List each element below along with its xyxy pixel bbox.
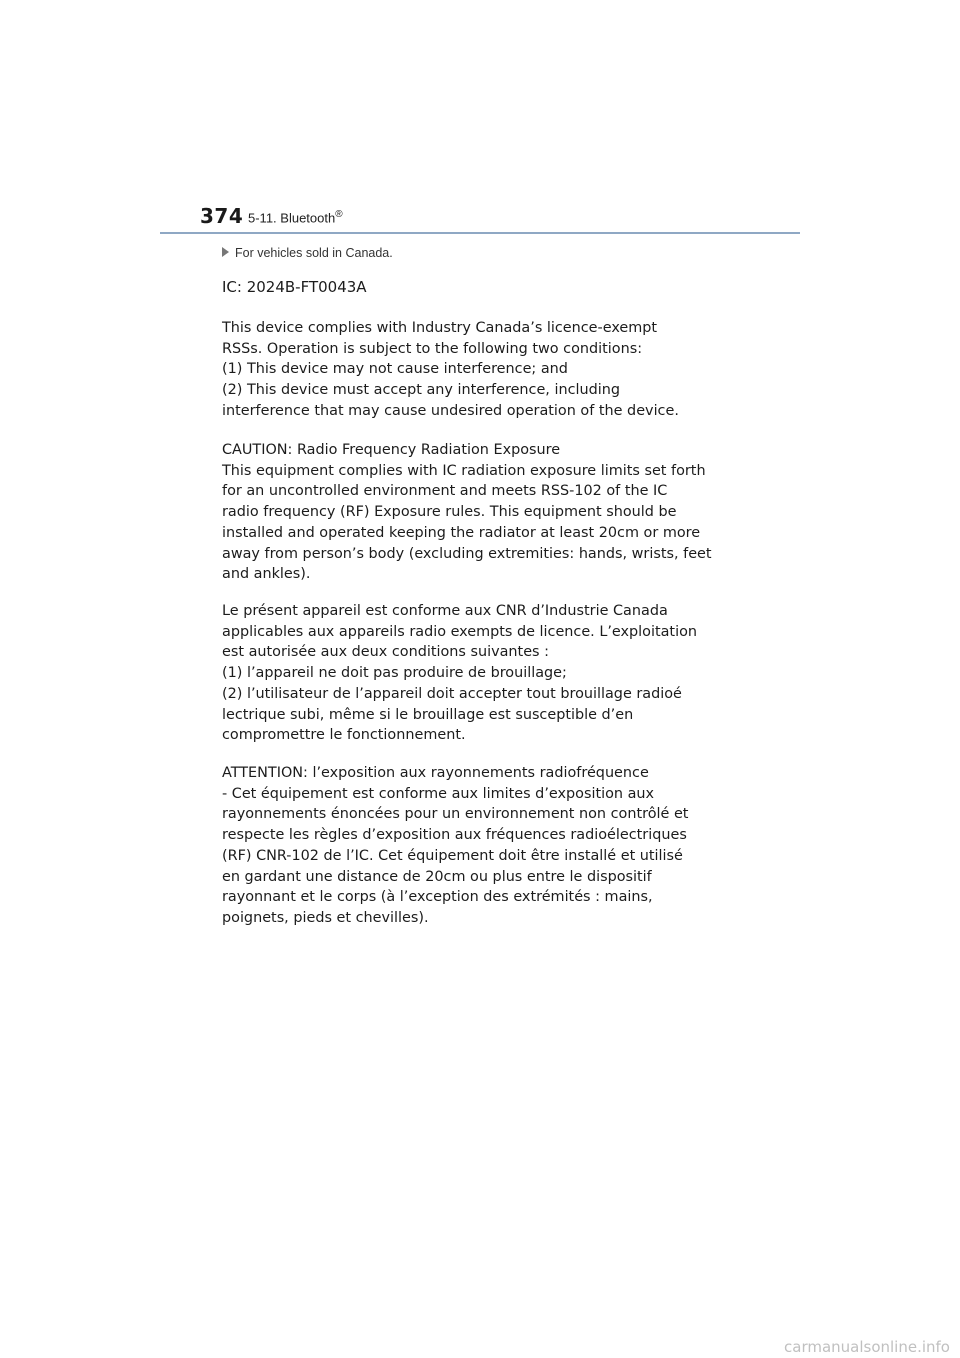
- text-line: (2) This device must accept any interference, including: [222, 382, 620, 399]
- text-line: - Cet équipement est conforme aux limites d’exposition aux: [222, 785, 655, 802]
- text-line: applicables aux appareils radio exempts de licence. L’exploitation: [222, 623, 698, 640]
- text-line: This equipment complies with IC radiation exposure limits set forth: [222, 462, 706, 479]
- paragraph-caution-en: [222, 440, 762, 585]
- ic-identifier: [222, 277, 762, 298]
- text-line: and ankles).: [222, 566, 311, 583]
- text-line: lectrique subi, même si le brouillage est susceptible d’en: [222, 706, 634, 723]
- text-line: (1) l’appareil ne doit pas produire de brouillage;: [222, 665, 567, 682]
- text-line: (2) l’utilisateur de l’appareil doit accepter tout brouillage radioé: [222, 685, 682, 702]
- text-line: This device complies with Industry Canada’s licence-exempt: [222, 320, 658, 336]
- text-line: rayonnements énoncées pour un environnement non contrôlé et: [222, 806, 689, 823]
- note-line: [222, 246, 393, 260]
- text-line: (RF) CNR-102 de l’IC. Cet équipement doit être installé et utilisé: [222, 847, 683, 864]
- paragraph-compliance-fr: [222, 601, 762, 746]
- text-line: rayonnant et le corps (à l’exception des extrémités : mains,: [222, 889, 653, 906]
- text-line: (1) This device may not cause interference; and: [222, 361, 568, 378]
- text-line: interference that may cause undesired operation of the device.: [222, 402, 679, 419]
- text-line: compromettre le fonctionnement.: [222, 727, 466, 744]
- text-line: respecte les règles d’exposition aux fréquences radioélectriques: [222, 827, 687, 844]
- site-watermark: carmanualsonline.info: [784, 1338, 950, 1356]
- header-rule: [160, 232, 800, 234]
- text-line: en gardant une distance de 20cm ou plus entre le dispositif: [222, 868, 652, 885]
- ic-identifier-text: IC: 2024B-FT0043A: [222, 278, 367, 296]
- text-line: for an uncontrolled environment and meets RSS-102 of the IC: [222, 483, 668, 500]
- page-number: 374: [200, 204, 244, 228]
- registered-mark: ®: [335, 209, 343, 220]
- triangle-right-icon: [222, 247, 229, 257]
- paragraph-compliance-en: [222, 318, 762, 422]
- note-text: For vehicles sold in Canada.: [235, 246, 393, 260]
- text-line: installed and operated keeping the radiator at least 20cm or more: [222, 524, 701, 541]
- text-line: Le présent appareil est conforme aux CNR d’Industrie Canada: [222, 603, 668, 619]
- text-line: away from person’s body (excluding extremities: hands, wrists, feet: [222, 545, 712, 562]
- paragraph-attention-fr: [222, 763, 762, 929]
- section-title-text: 5-11. Bluetooth: [248, 210, 336, 226]
- text-line: ATTENTION: l’exposition aux rayonnements radiofréquence: [222, 765, 649, 781]
- text-line: radio frequency (RF) Exposure rules. This equipment should be: [222, 504, 677, 521]
- section-title: [248, 209, 343, 225]
- text-line: est autorisée aux deux conditions suivantes :: [222, 644, 549, 661]
- text-line: poignets, pieds et chevilles).: [222, 909, 429, 926]
- text-line: RSSs. Operation is subject to the following two conditions:: [222, 340, 643, 357]
- text-line: CAUTION: Radio Frequency Radiation Exposure: [222, 442, 561, 458]
